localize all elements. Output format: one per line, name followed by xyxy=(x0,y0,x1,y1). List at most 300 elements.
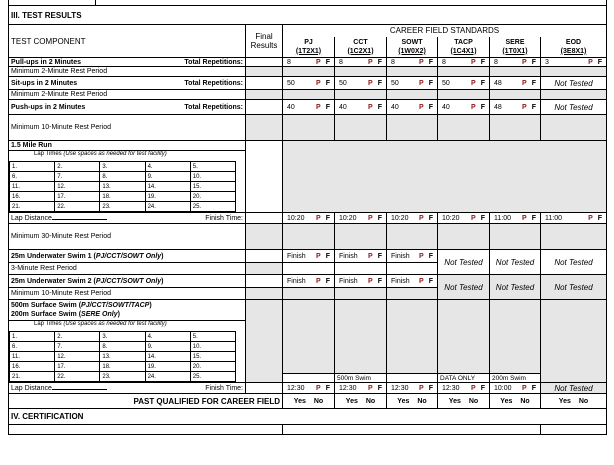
yes-no-cell[interactable] xyxy=(541,394,607,409)
fail-option[interactable]: F xyxy=(325,252,330,260)
rest-period-label: Minimum 10-Minute Rest Period xyxy=(9,115,246,141)
pass-option[interactable]: P xyxy=(419,214,424,222)
pass-option[interactable]: P xyxy=(368,384,373,392)
form-cell xyxy=(11,104,243,111)
result-cell[interactable] xyxy=(283,213,335,224)
lap-time-field[interactable]: 12. xyxy=(55,182,100,192)
form-cell xyxy=(11,59,243,66)
result-cell[interactable] xyxy=(541,58,607,67)
form-cell xyxy=(9,425,607,435)
form-cell xyxy=(387,263,438,275)
uw2-label xyxy=(9,275,246,288)
lap-time-field[interactable]: 13. xyxy=(100,352,145,362)
pass-option[interactable]: P xyxy=(522,384,527,392)
lap-time-field[interactable]: 6. xyxy=(10,172,55,182)
form-cell: (1W0X2) xyxy=(398,47,426,55)
result-value: 12:30 xyxy=(391,384,409,392)
result-cell[interactable] xyxy=(335,77,387,90)
result-cell[interactable] xyxy=(490,383,541,394)
test-component-header: TEST COMPONENT xyxy=(9,25,246,58)
pass-option[interactable]: P xyxy=(419,58,424,66)
lap-time-field[interactable]: 23. xyxy=(100,202,145,212)
form-cell xyxy=(387,300,438,374)
fail-option[interactable]: F xyxy=(325,103,330,111)
pass-option[interactable]: P xyxy=(419,277,424,285)
result-value: Finish xyxy=(339,277,358,285)
fail-option[interactable]: F xyxy=(428,103,433,111)
not-tested-cell: Not Tested xyxy=(541,383,607,394)
fail-option[interactable]: F xyxy=(480,79,485,87)
yes-no-cell[interactable] xyxy=(387,394,438,409)
form-cell xyxy=(337,59,384,66)
form-cell xyxy=(335,288,387,300)
result-cell[interactable] xyxy=(387,275,438,288)
lap-time-field[interactable]: 15. xyxy=(190,182,235,192)
lap-time-field[interactable]: 9. xyxy=(145,172,190,182)
form-cell xyxy=(10,332,236,382)
form-cell xyxy=(285,80,332,87)
result-value: 8 xyxy=(494,58,498,66)
pass-option[interactable]: P xyxy=(471,79,476,87)
form-cell xyxy=(541,90,607,100)
lap-time-field[interactable]: 10. xyxy=(190,342,235,352)
form-cell: SERE xyxy=(505,38,525,46)
form-cell xyxy=(440,104,487,111)
lap-time-field[interactable]: 3. xyxy=(100,332,145,342)
fail-option[interactable]: F xyxy=(377,252,382,260)
form-cell xyxy=(335,90,387,100)
form-cell xyxy=(541,425,607,435)
lap-time-field[interactable]: 21. xyxy=(10,202,55,212)
lap-time-field[interactable]: 19. xyxy=(145,192,190,202)
rest-row xyxy=(9,224,607,250)
lap-time-field[interactable]: 15. xyxy=(190,352,235,362)
lap-time-field[interactable]: 9. xyxy=(145,342,190,352)
result-cell[interactable] xyxy=(335,58,387,67)
result-value: Finish xyxy=(287,277,306,285)
result-cell[interactable] xyxy=(490,77,541,90)
form-cell xyxy=(10,372,236,382)
lap-time-field[interactable]: 25. xyxy=(190,372,235,382)
form-cell xyxy=(389,385,435,392)
pass-option[interactable]: P xyxy=(316,384,321,392)
fail-option[interactable]: F xyxy=(531,384,536,392)
result-value: 10:20 xyxy=(287,214,305,222)
form-cell xyxy=(368,104,382,111)
fail-option[interactable]: F xyxy=(428,252,433,260)
career-column-header xyxy=(387,37,438,58)
pass-option[interactable]: P xyxy=(316,103,321,111)
form-cell: PJ/CCT/SOWT Only xyxy=(95,277,162,285)
form-cell: Lap Distance xyxy=(11,214,52,222)
form-cell xyxy=(11,385,107,392)
pass-option[interactable]: P xyxy=(522,79,527,87)
form-cell xyxy=(419,385,433,392)
form-cell: PJ/CCT/SOWT Only xyxy=(95,252,162,260)
form-cell xyxy=(316,215,330,222)
yes-no-cell[interactable] xyxy=(438,394,490,409)
swim-tag: 200m Swim xyxy=(490,374,541,383)
form-cell xyxy=(246,263,283,275)
result-value: 11:00 xyxy=(494,214,511,222)
form-cell xyxy=(337,215,384,222)
form-cell: Lap Times xyxy=(34,151,64,157)
form-cell xyxy=(285,59,332,66)
lap-time-field[interactable]: 11. xyxy=(10,352,55,362)
form-cell xyxy=(335,263,387,275)
fail-option[interactable]: F xyxy=(428,277,433,285)
lap-time-field[interactable]: 20. xyxy=(190,192,235,202)
result-cell[interactable] xyxy=(541,213,607,224)
lap-time-field[interactable]: 21. xyxy=(10,372,55,382)
pass-option[interactable]: P xyxy=(368,58,373,66)
career-field-standards-header: CAREER FIELD STANDARDS xyxy=(283,25,607,37)
result-cell[interactable] xyxy=(490,100,541,115)
fail-option[interactable]: F xyxy=(428,214,433,222)
swim-tag xyxy=(387,374,438,383)
form-cell: (1C4X1) xyxy=(450,47,477,55)
form-cell: (Use spaces as needed for test facility) xyxy=(63,151,167,157)
fail-option[interactable]: F xyxy=(480,103,485,111)
lap-time-field[interactable]: 4. xyxy=(145,162,190,172)
run-finish-row xyxy=(9,213,607,224)
result-cell[interactable] xyxy=(387,100,438,115)
lap-time-field[interactable]: 11. xyxy=(10,182,55,192)
lap-time-field[interactable]: 16. xyxy=(10,362,55,372)
form-cell xyxy=(285,104,332,111)
lap-time-field[interactable]: 23. xyxy=(100,372,145,382)
form-cell xyxy=(543,215,604,222)
form-cell xyxy=(316,278,330,285)
situps-label xyxy=(9,77,246,90)
lap-distance-input[interactable] xyxy=(52,219,107,220)
fail-option[interactable]: F xyxy=(428,79,433,87)
uw2-row xyxy=(9,275,607,288)
lap-time-field[interactable]: 10. xyxy=(190,172,235,182)
lap-time-field[interactable]: 8. xyxy=(100,342,145,352)
lap-time-field[interactable]: 20. xyxy=(190,362,235,372)
final-result-input[interactable] xyxy=(246,275,283,288)
form-cell xyxy=(316,385,330,392)
uw1-label xyxy=(9,250,246,263)
form-cell xyxy=(387,115,438,141)
form-cell xyxy=(440,215,487,222)
fail-option[interactable]: F xyxy=(377,79,382,87)
form-cell xyxy=(440,80,487,87)
form-cell xyxy=(522,215,536,222)
result-cell[interactable] xyxy=(283,275,335,288)
lap-time-field[interactable]: 8. xyxy=(100,172,145,182)
form-cell xyxy=(335,300,387,374)
lap-time-field[interactable]: 18. xyxy=(100,362,145,372)
situps-row xyxy=(9,77,607,90)
form-cell xyxy=(9,409,607,425)
lap-time-field[interactable]: 6. xyxy=(10,342,55,352)
fail-option[interactable]: F xyxy=(377,384,382,392)
form-cell xyxy=(368,59,382,66)
form-cell xyxy=(335,67,387,77)
result-value: 12:30 xyxy=(287,384,305,392)
pass-option[interactable]: P xyxy=(316,277,321,285)
fail-option[interactable]: F xyxy=(597,214,603,222)
result-cell[interactable] xyxy=(335,383,387,394)
form-cell xyxy=(543,59,604,66)
form-cell xyxy=(492,104,538,111)
fail-option[interactable]: F xyxy=(531,103,536,111)
result-value: 50 xyxy=(442,79,450,87)
not-tested-cell: Not Tested xyxy=(541,250,607,275)
form-cell xyxy=(419,278,433,285)
pass-option[interactable]: P xyxy=(316,214,321,222)
lap-time-field[interactable]: 24. xyxy=(145,202,190,212)
form-cell xyxy=(440,59,487,66)
form-cell: Lap Distance xyxy=(11,384,52,392)
lap-time-field[interactable]: 2. xyxy=(55,162,100,172)
pass-option[interactable]: P xyxy=(316,252,321,260)
result-cell[interactable] xyxy=(438,383,490,394)
lap-time-field[interactable]: 22. xyxy=(55,372,100,382)
lap-time-field[interactable]: 18. xyxy=(100,192,145,202)
result-cell[interactable] xyxy=(335,275,387,288)
form-cell xyxy=(335,224,387,250)
result-cell[interactable] xyxy=(283,77,335,90)
pass-option[interactable]: P xyxy=(522,214,527,222)
fail-option[interactable]: F xyxy=(377,58,382,66)
form-cell xyxy=(541,67,607,77)
form-cell xyxy=(490,67,541,77)
form-cell xyxy=(337,385,384,392)
form-cell xyxy=(283,300,335,374)
no-option: No xyxy=(578,397,589,405)
pass-option[interactable]: P xyxy=(419,252,424,260)
form-cell: SERE Only xyxy=(81,311,118,318)
form-cell xyxy=(438,67,490,77)
form-cell: Finish Time: xyxy=(205,214,243,222)
lap-time-field[interactable]: 5. xyxy=(190,162,235,172)
pass-option[interactable]: P xyxy=(419,103,424,111)
final-result-input[interactable] xyxy=(246,77,283,90)
not-tested-cell: Not Tested xyxy=(541,77,607,90)
result-value: Finish xyxy=(339,252,358,260)
pass-option[interactable]: P xyxy=(588,58,593,66)
no-option: No xyxy=(520,397,530,405)
result-cell[interactable] xyxy=(335,213,387,224)
result-cell[interactable] xyxy=(438,213,490,224)
form-cell: (Use spaces as needed for test facility) xyxy=(63,321,167,327)
fail-option[interactable]: F xyxy=(531,214,536,222)
form-cell: 500m Surface Swim ( xyxy=(11,302,82,309)
pass-option[interactable]: P xyxy=(368,214,373,222)
lap-time-field[interactable]: 4. xyxy=(145,332,190,342)
result-value: 3 xyxy=(545,58,549,66)
form-cell: 200m Surface Swim ( xyxy=(11,311,82,318)
lap-time-field[interactable]: 7. xyxy=(55,172,100,182)
swim-tag xyxy=(283,374,335,383)
lap-time-field[interactable]: 16. xyxy=(10,192,55,202)
lap-time-field[interactable]: 7. xyxy=(55,342,100,352)
result-cell[interactable] xyxy=(387,58,438,67)
fail-option[interactable]: F xyxy=(325,58,330,66)
result-cell[interactable] xyxy=(387,250,438,263)
not-tested-cell: Not Tested xyxy=(490,250,541,275)
result-cell[interactable] xyxy=(490,213,541,224)
result-cell[interactable] xyxy=(438,58,490,67)
form-cell xyxy=(316,253,330,260)
final-result-input[interactable] xyxy=(246,213,283,224)
fail-option[interactable]: F xyxy=(428,58,433,66)
form-cell xyxy=(471,80,485,87)
form-cell xyxy=(368,80,382,87)
no-option: No xyxy=(417,397,427,405)
lap-time-field[interactable]: 2. xyxy=(55,332,100,342)
form-cell xyxy=(490,224,541,250)
yes-no-cell[interactable] xyxy=(335,394,387,409)
lap-time-field[interactable]: 14. xyxy=(145,352,190,362)
result-value: 40 xyxy=(391,103,399,111)
pass-option[interactable]: P xyxy=(471,214,476,222)
fail-option[interactable]: F xyxy=(325,384,330,392)
result-cell[interactable] xyxy=(387,213,438,224)
lap-time-field[interactable]: 14. xyxy=(145,182,190,192)
pass-option[interactable]: P xyxy=(368,252,373,260)
fail-option[interactable]: F xyxy=(377,103,382,111)
fail-option[interactable]: F xyxy=(325,214,330,222)
form-cell xyxy=(316,59,330,66)
result-value: 40 xyxy=(339,103,347,111)
rest-period-label: Minimum 30-Minute Rest Period xyxy=(9,224,246,250)
fail-option[interactable]: F xyxy=(377,214,382,222)
result-value: 12:30 xyxy=(339,384,357,392)
lap-time-field[interactable]: 13. xyxy=(100,182,145,192)
form-cell xyxy=(368,385,382,392)
not-tested-cell: Not Tested xyxy=(541,100,607,115)
pass-option[interactable]: P xyxy=(368,79,373,87)
form-cell xyxy=(389,253,435,260)
result-cell[interactable] xyxy=(283,100,335,115)
form-cell xyxy=(11,215,107,222)
pass-option[interactable]: P xyxy=(419,79,424,87)
lap-time-field[interactable]: 19. xyxy=(145,362,190,372)
no-option: No xyxy=(468,397,479,405)
form-cell xyxy=(492,59,538,66)
form-cell xyxy=(490,90,541,100)
lap-distance-input[interactable] xyxy=(52,389,107,390)
pass-option[interactable]: P xyxy=(471,58,476,66)
form-cell xyxy=(389,215,435,222)
form-cell xyxy=(10,352,236,362)
form-cell: SOWT xyxy=(401,38,423,46)
result-cell[interactable] xyxy=(438,100,490,115)
fail-option[interactable]: F xyxy=(325,79,330,87)
no-option: No xyxy=(313,397,324,405)
form-cell xyxy=(10,192,236,202)
form-cell xyxy=(337,278,384,285)
form-cell xyxy=(10,362,236,372)
pass-option[interactable]: P xyxy=(471,384,476,392)
lap-time-field[interactable]: 1. xyxy=(10,162,55,172)
form-cell xyxy=(337,253,384,260)
final-result-input[interactable] xyxy=(246,58,283,67)
pass-option[interactable]: P xyxy=(368,277,373,285)
lap-time-field[interactable]: 1. xyxy=(10,332,55,342)
pass-option[interactable]: P xyxy=(471,103,476,111)
fail-option[interactable]: F xyxy=(428,384,433,392)
final-result-input[interactable] xyxy=(246,383,283,394)
form-cell: Sit-ups in 2 Minutes xyxy=(11,79,78,87)
form-cell: Finish Time: xyxy=(205,384,243,392)
result-value: 40 xyxy=(442,103,450,111)
form-cell xyxy=(283,141,607,213)
result-value: Finish xyxy=(391,252,410,260)
result-cell[interactable] xyxy=(283,383,335,394)
test-results-table xyxy=(8,5,607,435)
fail-option[interactable]: F xyxy=(377,277,382,285)
pass-option[interactable]: P xyxy=(316,79,321,87)
result-cell[interactable] xyxy=(283,58,335,67)
fail-option[interactable]: F xyxy=(531,58,536,66)
result-cell[interactable] xyxy=(335,250,387,263)
pass-option[interactable]: P xyxy=(522,58,527,66)
fail-option[interactable]: F xyxy=(325,277,330,285)
lap-time-field[interactable]: 22. xyxy=(55,202,100,212)
final-result-input[interactable] xyxy=(246,100,283,115)
result-value: 12:30 xyxy=(442,384,460,392)
lap-time-field[interactable]: 17. xyxy=(55,362,100,372)
form-cell xyxy=(337,104,384,111)
pass-option[interactable]: P xyxy=(522,103,527,111)
lap-time-field[interactable]: 25. xyxy=(190,202,235,212)
lap-time-field[interactable]: 24. xyxy=(145,372,190,382)
swim-row xyxy=(9,300,607,374)
lap-time-field[interactable]: 3. xyxy=(100,162,145,172)
fail-option[interactable]: F xyxy=(531,79,536,87)
result-cell[interactable] xyxy=(335,100,387,115)
form-cell xyxy=(541,115,607,141)
pass-option[interactable]: P xyxy=(419,384,424,392)
form-cell xyxy=(335,115,387,141)
yes-no-cell[interactable] xyxy=(490,394,541,409)
lap-time-field[interactable]: 5. xyxy=(190,332,235,342)
form-cell xyxy=(246,141,283,213)
result-cell[interactable] xyxy=(438,77,490,90)
result-cell[interactable] xyxy=(387,77,438,90)
final-result-input[interactable] xyxy=(246,250,283,263)
form-cell xyxy=(283,224,335,250)
pass-option[interactable]: P xyxy=(588,214,593,222)
form-cell xyxy=(10,162,236,172)
pass-option[interactable]: P xyxy=(316,58,321,66)
pass-option[interactable]: P xyxy=(368,103,373,111)
result-value: 10:20 xyxy=(391,214,409,222)
result-cell[interactable] xyxy=(490,58,541,67)
fail-option[interactable]: F xyxy=(480,384,485,392)
swim-tag: 500m Swim xyxy=(335,374,387,383)
yes-no-cell[interactable] xyxy=(283,394,335,409)
lap-time-field[interactable]: 17. xyxy=(55,192,100,202)
fail-option[interactable]: F xyxy=(597,58,603,66)
form-cell: (3E8X1) xyxy=(560,47,587,55)
form-cell xyxy=(419,104,433,111)
lap-times-grid xyxy=(9,331,236,382)
fail-option[interactable]: F xyxy=(480,58,485,66)
form-cell xyxy=(419,59,433,66)
form-cell: (1T0X1) xyxy=(502,47,528,55)
result-cell[interactable] xyxy=(387,383,438,394)
result-cell[interactable] xyxy=(283,250,335,263)
fail-option[interactable]: F xyxy=(480,214,485,222)
form-cell xyxy=(283,425,541,435)
lap-time-field[interactable]: 12. xyxy=(55,352,100,362)
